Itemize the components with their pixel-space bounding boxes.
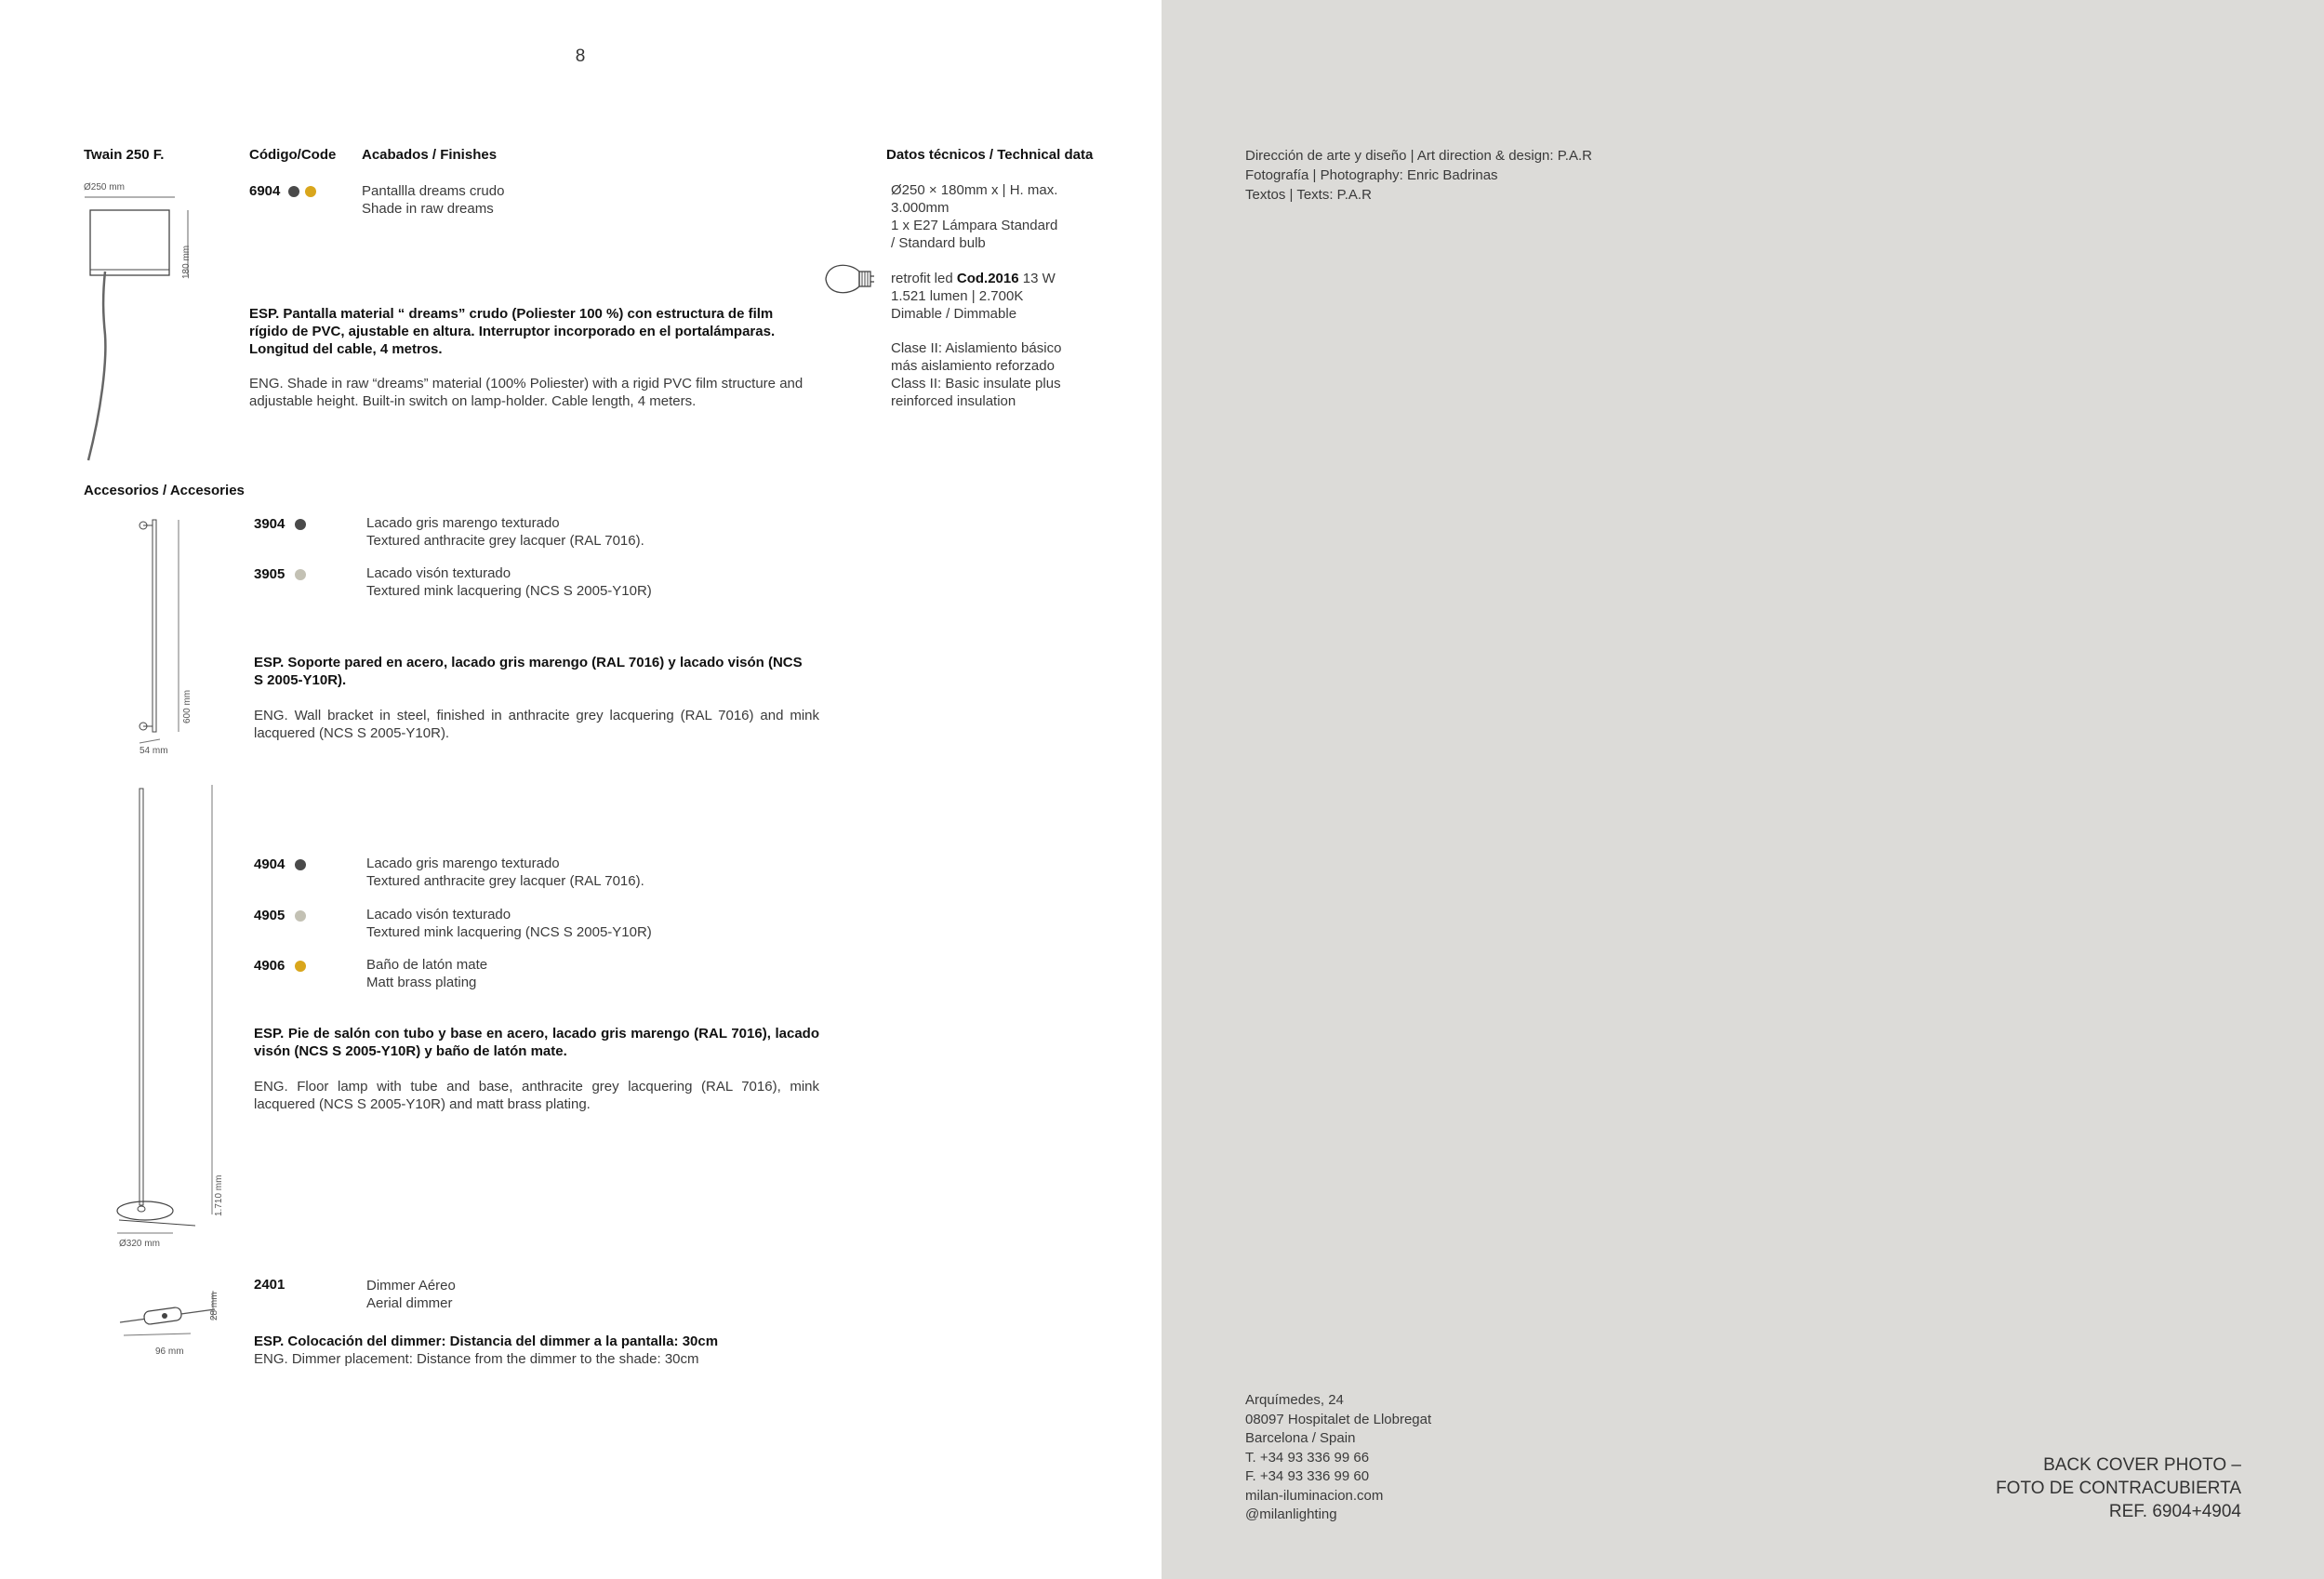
- tech-line: / Standard bulb: [891, 235, 986, 251]
- accessory-code: 4904: [254, 856, 286, 872]
- tech-line: reinforced insulation: [891, 393, 1016, 409]
- shade-height-dimension: 180 mm: [181, 245, 192, 279]
- dimmer-description-es: ESP. Colocación del dimmer: Distancia del dimmer a la pantalla: 30cm: [254, 1334, 719, 1349]
- product-code: 6904: [249, 183, 281, 199]
- swatch-brass: [305, 186, 316, 197]
- dimmer-description-en: ENG. Dimmer placement: Distance from the dimmer to the shade: 30cm: [254, 1351, 699, 1367]
- floor-lamp-finish-4906: [366, 956, 487, 991]
- floor-lamp-item-4906: [254, 958, 306, 975]
- swatch-anthracite: [295, 519, 306, 530]
- tech-bulb: [891, 270, 1056, 323]
- tech-bulb-code: Cod.2016: [956, 271, 1019, 286]
- finish-line-en: Aerial dimmer: [366, 1295, 453, 1311]
- tech-line: 1 x E27 Lámpara Standard: [891, 218, 1058, 233]
- wall-bracket-height-dimension: 600 mm: [182, 689, 193, 723]
- accessories-title: Accesorios / Accesories: [84, 483, 245, 498]
- tech-line: Clase II: Aislamiento básico: [891, 340, 1062, 356]
- tech-line: 3.000mm: [891, 200, 950, 216]
- phone-line: T. +34 93 336 99 66: [1245, 1449, 1370, 1466]
- floor-lamp-item-4905: [254, 908, 306, 924]
- product-description-es: ESP. Pantalla material “ dreams” crudo (Poliester 100 %) con estructura de film rígido de PVC, ajustable en altura. Interruptor incorporado en el portalámparas. Longitud del cable, 4 metros.: [249, 306, 776, 357]
- accessory-code: 4905: [254, 908, 286, 923]
- credit-line: Textos | Texts: P.A.R: [1245, 187, 1372, 203]
- finish-line-es: Lacado visón texturado: [366, 907, 511, 922]
- website-link[interactable]: milan-iluminacion.com: [1245, 1487, 1384, 1504]
- dimmer-height-dimension: 28 mm: [209, 1292, 219, 1320]
- dimmer-code: 2401: [254, 1277, 286, 1293]
- wall-bracket-finish-3905: [366, 564, 652, 600]
- product-description-en: ENG. Shade in raw “dreams” material (100% Poliester) with a rigid PVC film structure and adjustable height. Built-in switch on lamp-holder. Cable length, 4 meters.: [249, 376, 803, 409]
- address-line: Barcelona / Spain: [1245, 1430, 1356, 1446]
- fax-line: F. +34 93 336 99 60: [1245, 1468, 1370, 1484]
- product-finish: [362, 182, 504, 218]
- finish-line-en: Matt brass plating: [366, 975, 477, 990]
- finish-line-es: Lacado gris marengo texturado: [366, 515, 560, 531]
- social-handle[interactable]: @milanlighting: [1245, 1506, 1337, 1522]
- finish-line-en: Textured anthracite grey lacquer (RAL 7016).: [366, 533, 644, 549]
- swatch-anthracite: [295, 859, 306, 870]
- floor-lamp-description-en: ENG. Floor lamp with tube and base, anthracite grey lacquering (RAL 7016), mink lacquered (NCS S 2005-Y10R) and matt brass plating.: [254, 1079, 819, 1112]
- wall-bracket-drawing: [130, 516, 205, 758]
- column-header-code: Código/Code: [249, 147, 337, 163]
- tech-bulb-text: retrofit led: [891, 271, 957, 286]
- tech-line: Dimable / Dimmable: [891, 306, 1017, 322]
- wall-bracket-description-es: ESP. Soporte pared en acero, lacado gris marengo (RAL 7016) y lacado visón (NCS S 2005-Y10R).: [254, 655, 803, 688]
- floor-lamp-finish-4905: [366, 906, 652, 941]
- finish-line-es: Lacado visón texturado: [366, 565, 511, 581]
- finish-line-en: Textured mink lacquering (NCS S 2005-Y10R): [366, 924, 652, 940]
- credits: [1245, 146, 1592, 205]
- swatch-mink: [295, 910, 306, 922]
- swatch-anthracite: [288, 186, 299, 197]
- finish-line-es: Pantallla dreams crudo: [362, 183, 505, 199]
- back-cover-line: BACK COVER PHOTO –: [2043, 1455, 2241, 1475]
- finish-line-en: Textured anthracite grey lacquer (RAL 7016).: [366, 873, 644, 889]
- tech-line: Class II: Basic insulate plus: [891, 376, 1061, 391]
- company-address: [1245, 1391, 1431, 1525]
- dimmer-width-dimension: 96 mm: [155, 1347, 184, 1357]
- accessory-code: 3905: [254, 566, 286, 582]
- wall-bracket-width-dimension: 54 mm: [139, 746, 168, 756]
- tech-line: Ø250 × 180mm x | H. max.: [891, 182, 1058, 198]
- tech-insulation: [891, 339, 1061, 410]
- finish-line-en: Textured mink lacquering (NCS S 2005-Y10R): [366, 583, 652, 599]
- finish-line-es: Dimmer Aéreo: [366, 1278, 456, 1294]
- page-number: 8: [575, 46, 586, 66]
- address-line: 08097 Hospitalet de Llobregat: [1245, 1411, 1432, 1427]
- address-line: Arquímedes, 24: [1245, 1392, 1344, 1408]
- product-name: Twain 250 F.: [84, 147, 165, 163]
- pendant-lamp-drawing: [79, 177, 219, 465]
- floor-lamp-item-4904: [254, 856, 306, 873]
- swatch-mink: [295, 569, 306, 580]
- tech-bulb-line: [891, 270, 1056, 287]
- tech-line: más aislamiento reforzado: [891, 358, 1055, 374]
- credit-line: Dirección de arte y diseño | Art direction & design: P.A.R: [1245, 148, 1592, 164]
- swatch-brass: [295, 961, 306, 972]
- floor-lamp-height-dimension: 1.710 mm: [214, 1174, 224, 1216]
- column-header-finishes: Acabados / Finishes: [362, 147, 498, 163]
- back-cover-line: FOTO DE CONTRACUBIERTA: [1996, 1479, 2241, 1498]
- floor-lamp-diameter-dimension: Ø320 mm: [119, 1239, 160, 1249]
- right-panel: [1162, 0, 2324, 1579]
- credit-line: Fotografía | Photography: Enric Badrinas: [1245, 167, 1498, 183]
- wall-bracket-item-3904: [254, 516, 306, 533]
- finish-line-en: Shade in raw dreams: [362, 201, 494, 217]
- accessory-code: 4906: [254, 958, 286, 974]
- floor-lamp-finish-4904: [366, 855, 644, 890]
- back-cover-line: REF. 6904+4904: [2108, 1502, 2241, 1521]
- wall-bracket-description-en: ENG. Wall bracket in steel, finished in anthracite grey lacquering (RAL 7016) and mink lacquered (NCS S 2005-Y10R).: [254, 708, 819, 741]
- finish-line-es: Baño de latón mate: [366, 957, 488, 973]
- dimmer-finish: [366, 1277, 456, 1312]
- accessory-code: 3904: [254, 516, 286, 532]
- wall-bracket-item-3905: [254, 566, 306, 583]
- product-code-row: [249, 183, 316, 200]
- tech-bulb-watt: 13 W: [1018, 271, 1056, 286]
- column-header-technical-data: Datos técnicos / Technical data: [886, 147, 1094, 163]
- tech-line: 1.521 lumen | 2.700K: [891, 288, 1024, 304]
- tech-dimensions: [891, 181, 1057, 252]
- bulb-icon: [822, 260, 887, 298]
- shade-diameter-dimension: Ø250 mm: [84, 182, 125, 192]
- finish-line-es: Lacado gris marengo texturado: [366, 856, 560, 871]
- back-cover-reference: [1996, 1453, 2241, 1523]
- floor-lamp-description-es: ESP. Pie de salón con tubo y base en acero, lacado gris marengo (RAL 7016), lacado visón (NCS S 2005-Y10R) y baño de latón mate.: [254, 1026, 819, 1059]
- wall-bracket-finish-3904: [366, 514, 644, 550]
